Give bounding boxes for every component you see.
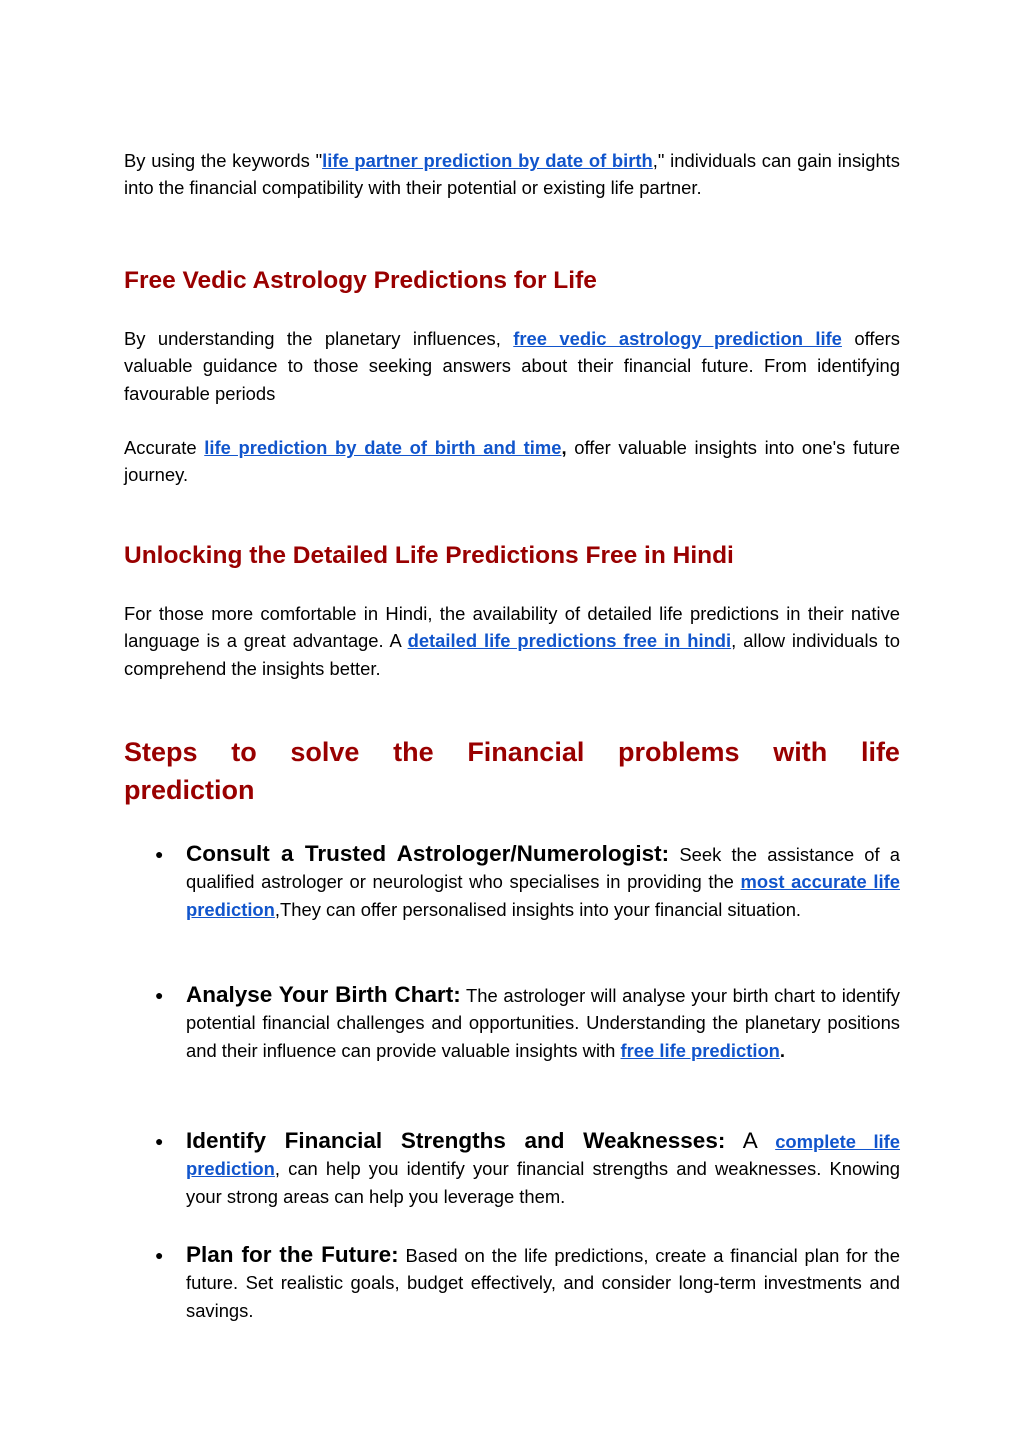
section-heading-hindi: Unlocking the Detailed Life Predictions Free in Hindi: [124, 542, 734, 569]
list-item: [155, 840, 900, 923]
life-partner-prediction-link[interactable]: life partner prediction by date of birth: [322, 150, 653, 171]
steps-heading-line1: [124, 733, 900, 771]
step-text-after: ,They can offer personalised insights into your financial situation.: [274, 898, 802, 920]
accurate-text-after: offer valuable insights into one's future journey.: [124, 437, 900, 486]
section-heading-steps: [124, 733, 900, 809]
step-text-before: The astrologer will analyse your birth chart to identify potential financial challenges and opportunities. Understanding the planetary positions and their influence can provide valuable insights with: [186, 985, 900, 1061]
free-vedic-astrology-link[interactable]: free vedic astrology prediction life: [513, 328, 842, 349]
vedic-text-after: offers valuable guidance to those seeking answers about their financial future. From identifying favourable periods: [124, 328, 900, 404]
intro-text-after: ," individuals can gain insights into the financial compatibility with their potential or existing life partner.: [124, 150, 900, 199]
life-prediction-dob-time-link[interactable]: life prediction by date of birth and time: [204, 437, 562, 458]
intro-paragraph: [124, 147, 900, 202]
steps-heading-line2: prediction: [124, 775, 255, 805]
heading-word: life: [860, 737, 900, 767]
free-life-prediction-link[interactable]: free life prediction: [620, 1039, 780, 1061]
step-paragraph: [186, 840, 900, 923]
step-lead: Identify Financial Strengths and Weaknesses:: [186, 1128, 726, 1153]
hindi-paragraph: [124, 600, 900, 682]
complete-life-prediction-link[interactable]: complete life prediction: [186, 1131, 901, 1180]
hindi-text-before: For those more comfortable in Hindi, the availability of detailed life predictions in their native language is a great advantage. A: [124, 603, 900, 652]
heading-word: solve: [290, 737, 360, 767]
step-paragraph: [186, 1241, 900, 1324]
heading-word: to: [231, 737, 257, 767]
vedic-text-before: By understanding the planetary influences,: [124, 328, 514, 349]
detailed-life-predictions-hindi-link[interactable]: detailed life predictions free in hindi: [407, 630, 732, 652]
step-lead: Plan for the Future:: [186, 1242, 399, 1267]
step-lead: Analyse Your Birth Chart:: [186, 982, 461, 1007]
most-accurate-life-prediction-link[interactable]: most accurate life prediction: [186, 871, 900, 920]
accurate-comma: ,: [561, 437, 567, 458]
heading-word: problems: [618, 737, 740, 767]
heading-word: Steps: [124, 737, 198, 767]
accurate-paragraph: [124, 434, 900, 489]
heading-word: Financial: [467, 737, 585, 767]
hindi-text-after: , allow individuals to comprehend the insights better.: [124, 630, 901, 679]
list-item: [155, 1127, 901, 1210]
step-text-after: , can help you identify your financial strengths and weaknesses. Knowing your strong areas can help you leverage them.: [186, 1158, 900, 1207]
section-heading-vedic: Free Vedic Astrology Predictions for Life: [124, 267, 597, 294]
bullet-icon: ●: [155, 1133, 164, 1149]
list-item: [155, 981, 900, 1064]
list-item: [155, 1241, 900, 1324]
bullet-icon: ●: [155, 846, 164, 862]
heading-word: with: [773, 737, 828, 767]
bullet-icon: ●: [155, 987, 164, 1003]
heading-word: the: [393, 737, 434, 767]
step-text-before: A: [725, 1128, 776, 1153]
step-paragraph: [186, 981, 900, 1064]
step-text-before: Seek the assistance of a qualified astrologer or neurologist who specialises in providing the: [186, 844, 900, 893]
step-text-before: Based on the life predictions, create a financial plan for the future. Set realistic goals, budget effectively, and consider long-term investments and savings.: [186, 1245, 900, 1321]
accurate-text-before: Accurate: [124, 437, 205, 458]
vedic-paragraph: [124, 325, 900, 407]
step-paragraph: [186, 1127, 900, 1210]
intro-text-before: By using the keywords ": [124, 150, 323, 171]
step-text-after: .: [779, 1039, 786, 1061]
step-lead: Consult a Trusted Astrologer/Numerologist:: [186, 841, 670, 866]
bullet-icon: ●: [155, 1247, 164, 1263]
